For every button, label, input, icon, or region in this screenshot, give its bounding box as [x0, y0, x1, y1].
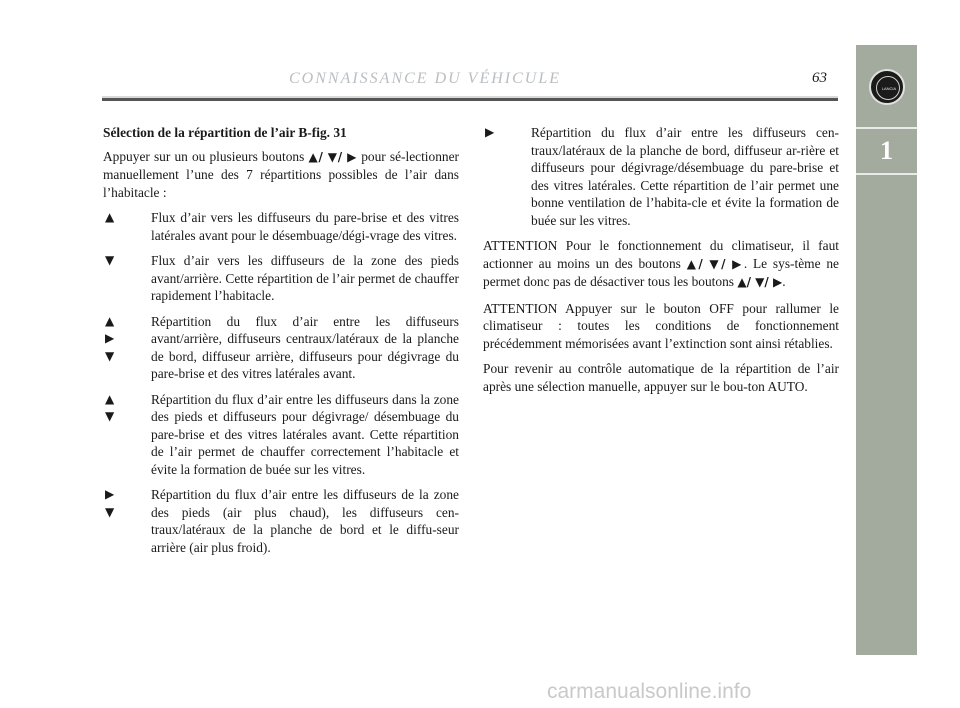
intro-text-end: pour sé-lectionner manuellement l’une des 7 répartitions possibles de l’air dans l’habitacle : — [103, 148, 460, 200]
distribution-item — [483, 124, 839, 229]
attention-text-start: ATTENTION Pour le fonctionnement du climatiseur, il faut actionner au moins un des boutons — [483, 238, 839, 271]
down-arrow-icon: ▼ — [105, 253, 115, 267]
distribution-item — [103, 252, 459, 305]
watermark: carmanualsonline.info — [547, 680, 752, 703]
distribution-text: Répartition du flux d’air entre les diffuseurs cen-traux/latéraux de la planche de bord, diffuseur ar-rière et diffuseurs pour dégivrage/désembuage du pare-brise et des vitres latérales. Cette répartition de l’air permet une bonne ventilation de l’habita-cle et évite la formation de buée sur les vitres. — [531, 125, 839, 228]
section-title: CONNAISSANCE DU VÉHICULE — [289, 70, 561, 87]
lancia-logo-icon — [869, 69, 905, 105]
page-number: 63 — [812, 70, 827, 86]
down-arrow-icon: ▼ — [105, 348, 115, 363]
up-arrow-icon: ▲ — [105, 313, 115, 328]
direction-buttons-icon: ▲/ ▼/ ▶ — [308, 149, 358, 164]
right-arrow-icon: ▶ — [485, 125, 495, 139]
distribution-item — [103, 486, 459, 556]
header-divider — [102, 96, 838, 101]
distribution-symbols — [103, 391, 151, 479]
distribution-text: Répartition du flux d’air entre les diffuseurs de la zone des pieds (air plus chaud), les diffuseurs cen-traux/latéraux de la planche de bord et le diffu-seur arrière (air plus froid). — [151, 487, 459, 555]
up-arrow-icon: ▲ — [105, 210, 115, 224]
distribution-text: Répartition du flux d’air entre les diffuseurs dans la zone des pieds et diffuseurs pour dégivrage/ désembuage du pare-brise et des vitres latérales avant. Cette répartition de l’air permet de chauffer correctement l’habitacle et évite la formation de buée sur les vitres. — [151, 391, 459, 477]
left-column — [103, 124, 459, 564]
chapter-side-tab — [856, 45, 917, 655]
attention-note-off: ATTENTION Appuyer sur le bouton OFF pour rallumer le climatiseur : toutes les conditions de fonctionnement précédemment mémorisées avant l’extinction sont ainsi rétablies. — [483, 300, 839, 351]
distribution-symbols — [103, 209, 151, 244]
logo-text: LANCIA — [881, 86, 897, 91]
distribution-item — [103, 209, 459, 244]
right-arrow-icon: ▶ — [105, 331, 115, 345]
chapter-number: 1 — [880, 136, 893, 165]
attention-note — [483, 237, 839, 292]
intro-paragraph — [103, 148, 459, 202]
distribution-symbols — [483, 124, 531, 229]
section-heading: Sélection de la répartition de l’air B-fig. 31 — [103, 125, 347, 140]
right-arrow-icon: ▶ — [105, 487, 115, 501]
up-arrow-icon: ▲ — [105, 391, 115, 406]
distribution-symbols — [103, 313, 151, 383]
right-column — [483, 124, 839, 403]
distribution-text: Répartition du flux d’air entre les diffuseurs avant/arrière, diffuseurs centraux/latéraux de la planche de bord, diffuseur arrière, diffuseurs pour dégivrage du pare-brise et des vitres latérales avant. — [151, 313, 459, 381]
direction-buttons-icon: ▲/ ▼/ ▶ — [686, 256, 744, 271]
auto-paragraph: Pour revenir au contrôle automatique de la répartition de l’air après une sélection manuelle, appuyer sur le bou-ton AUTO. — [483, 361, 839, 394]
down-arrow-icon: ▼ — [105, 504, 115, 519]
direction-buttons-icon: ▲/ ▼/ ▶ — [737, 275, 783, 289]
logo-ring — [876, 76, 900, 100]
logo-block — [856, 45, 917, 129]
distribution-item — [103, 313, 459, 383]
chapter-block — [856, 129, 917, 175]
distribution-text: Flux d’air vers les diffuseurs du pare-brise et des vitres latérales avant pour le désembuage/dégi-vrage des vitres. — [151, 210, 459, 243]
distribution-item — [103, 391, 459, 479]
attention-text-middle: . Le sys-tème ne permet donc pas de désactiver tous les boutons — [483, 255, 839, 289]
intro-text-start: Appuyer sur un ou plusieurs boutons — [103, 148, 305, 164]
down-arrow-icon: ▼ — [105, 409, 115, 423]
distribution-text: Flux d’air vers les diffuseurs de la zone des pieds avant/arrière. Cette répartition de l’air permet de chauffer rapidement l’habitacle. — [151, 253, 459, 303]
distribution-symbols — [103, 252, 151, 305]
attention-text-end: . — [782, 274, 786, 289]
distribution-symbols — [103, 486, 151, 556]
